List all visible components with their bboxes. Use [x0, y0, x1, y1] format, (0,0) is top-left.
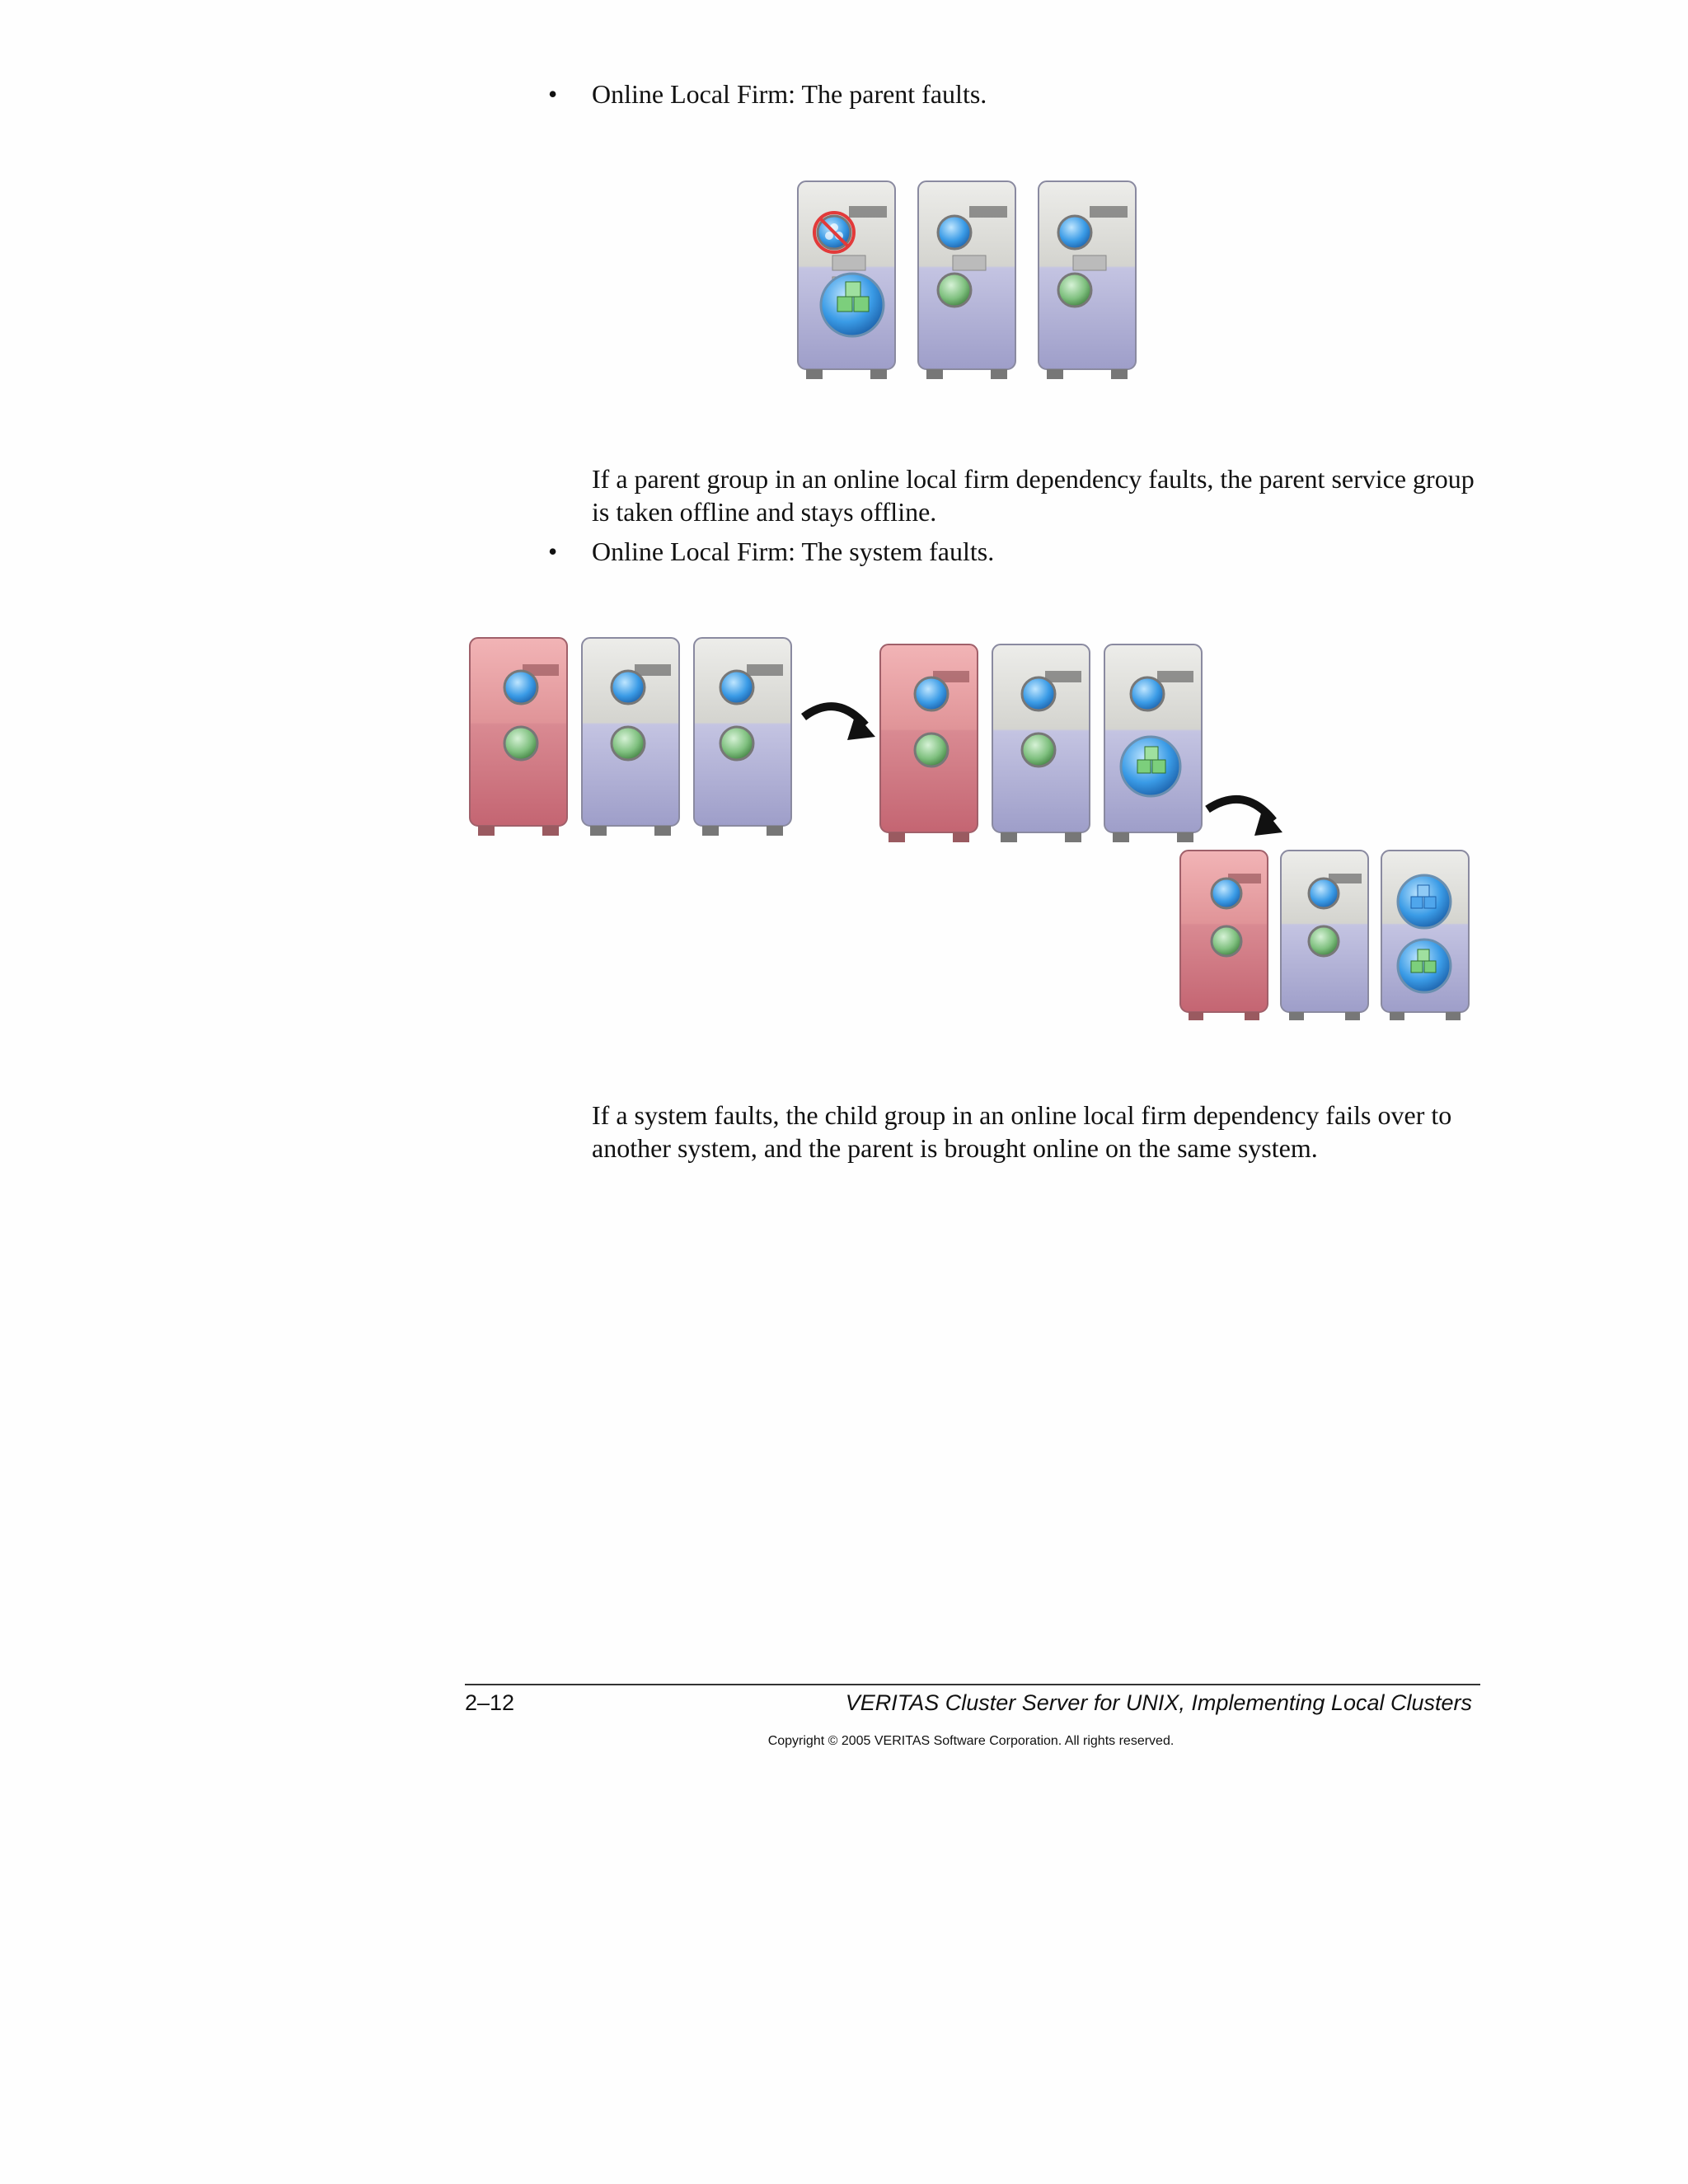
- parent-service-group-icon: [720, 727, 753, 760]
- curved-arrow-icon: [1207, 799, 1282, 836]
- child-service-group-icon: [504, 671, 537, 704]
- footer-rule: [465, 1684, 1480, 1685]
- figure-parent-faults: [791, 173, 1154, 387]
- parent-service-group-icon: [1121, 737, 1180, 796]
- child-service-group-icon: [720, 671, 753, 704]
- parent-service-group-icon: [915, 733, 948, 766]
- child-service-group-icon: [1058, 216, 1091, 249]
- bullet-1-text: Online Local Firm: The parent faults.: [592, 79, 987, 109]
- curved-arrow-icon: [804, 706, 875, 740]
- parent-service-group-icon: [821, 274, 884, 336]
- child-service-group-icon: [1309, 879, 1339, 908]
- footer-book-title: VERITAS Cluster Server for UNIX, Implementing Local Clusters: [845, 1690, 1472, 1715]
- child-service-group-icon: [1212, 879, 1241, 908]
- child-service-group-icon: [1022, 677, 1055, 710]
- parent-service-group-icon: [1398, 940, 1451, 992]
- child-service-group-icon: [915, 677, 948, 710]
- parent-service-group-icon: [612, 727, 645, 760]
- bullet-marker: •: [548, 537, 558, 566]
- page-number: 2–12: [465, 1690, 515, 1715]
- figure-system-faults: [462, 635, 1500, 1030]
- parent-service-group-icon: [1058, 274, 1091, 307]
- child-service-group-icon: [1398, 875, 1451, 928]
- copyright-notice: Copyright © 2005 VERITAS Software Corporation. All rights reserved.: [767, 1734, 1175, 1748]
- parent-service-group-icon: [938, 274, 971, 307]
- parent-service-group-icon: [1212, 926, 1241, 956]
- parent-service-group-icon: [1309, 926, 1339, 956]
- parent-service-group-icon: [504, 727, 537, 760]
- parent-service-group-icon: [1022, 733, 1055, 766]
- paragraph-system-faults: If a system faults, the child group in an online local firm dependency fails over to another system, and the parent is brought online on the same system.: [592, 1100, 1452, 1163]
- bullet-marker: •: [548, 79, 558, 109]
- child-service-group-icon: [1131, 677, 1164, 710]
- child-service-group-icon: [612, 671, 645, 704]
- bullet-2-text: Online Local Firm: The system faults.: [592, 537, 995, 566]
- child-service-group-icon: [938, 216, 971, 249]
- paragraph-parent-faults: If a parent group in an online local firm dependency faults, the parent service group is taken offline and stays offline.: [592, 464, 1475, 527]
